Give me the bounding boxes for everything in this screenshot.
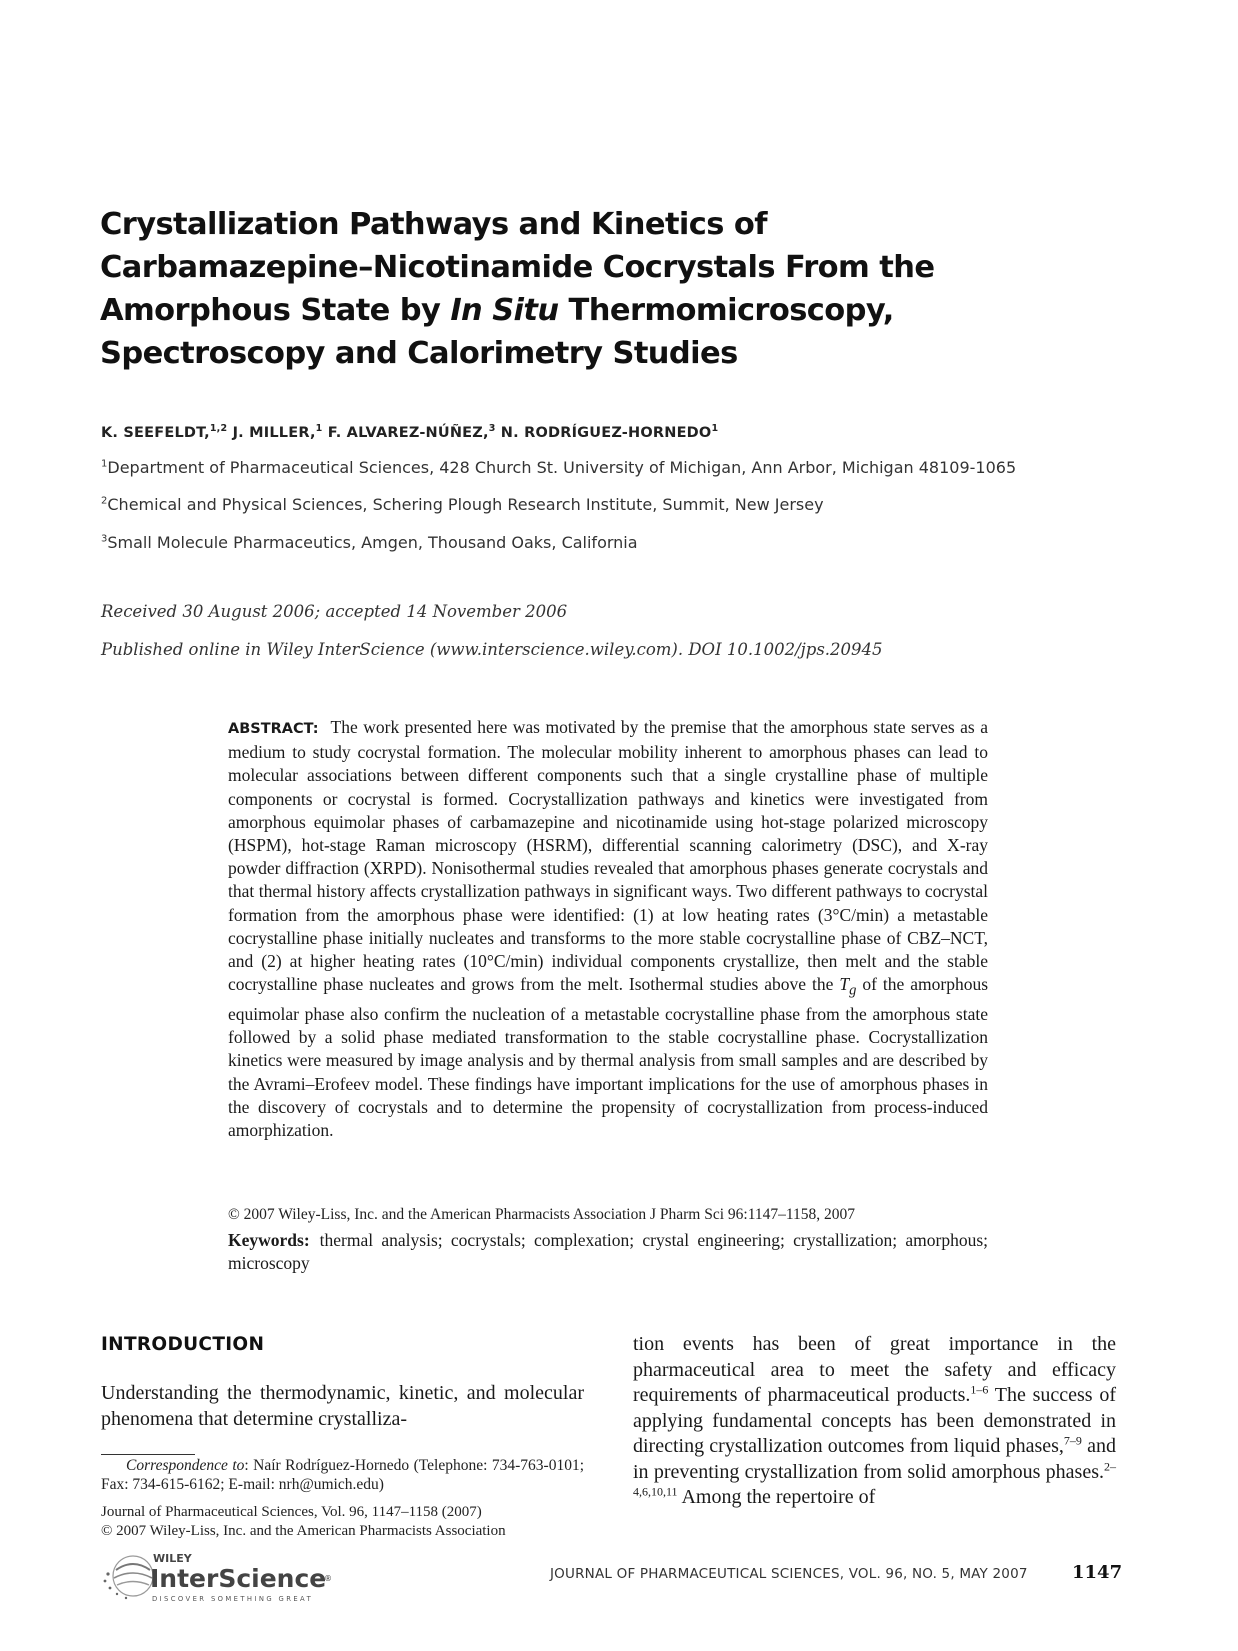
author: K. SEEFELDT,$^{1,2}$ (101, 423, 228, 441)
title-line: Amorphous State by In Situ Thermomicroscopy, (100, 293, 894, 328)
author: F. ALVAREZ-NÚÑEZ,$^3$ (327, 423, 496, 441)
logo-registered-mark: ® (324, 1574, 332, 1583)
author-list (101, 423, 718, 441)
affiliation: $^1$Department of Pharmaceutical Sciences, 428 Church St. University of Michigan, Ann Arbor, Michigan 48109-1065 (101, 458, 1017, 477)
keywords-label: Keywords: (228, 1230, 310, 1250)
footnote-divider (101, 1454, 195, 1455)
correspondence-footnote: Correspondence to: Naír Rodríguez-Hornedo (Telephone: 734-763-0101; Fax: 734-615-6162; E-mail: nrh@umich.edu) (101, 1457, 584, 1493)
author: J. MILLER,$^1$ (232, 423, 323, 441)
title-line: Carbamazepine–Nicotinamide Cocrystals From the (100, 250, 935, 285)
author: N. RODRÍGUEZ-HORNEDO$^1$ (500, 423, 719, 441)
logo-wiley-text: WILEY (153, 1552, 192, 1565)
journal-reference: Journal of Pharmaceutical Sciences, Vol. 96, 1147–1158 (2007) © 2007 Wiley-Liss, Inc. and the American Pharmacists Association (101, 1504, 506, 1539)
globe-swirl-icon (104, 1556, 153, 1599)
title-line: Crystallization Pathways and Kinetics of (100, 207, 767, 242)
wiley-interscience-logo (100, 1548, 340, 1606)
body-text-column-right: tion events has been of great importance in the pharmaceutical area to meet the safety and efficacy requirements of pharmaceutical products.$^{1-6}$ The success of applying fundamental concepts has been demonstrated in directing crystallization outcomes from liquid phases,$^{7-9}$ and in preventing crystallization from solid amorphous phases.$^{2-4,6,10,11}$ Among the repertoire of (633, 1333, 1116, 1508)
affiliation: $^3$Small Molecule Pharmaceutics, Amgen, Thousand Oaks, California (101, 533, 638, 552)
affiliation: $^2$Chemical and Physical Sciences, Schering Plough Research Institute, Summit, New Jersey (101, 495, 824, 514)
abstract: ABSTRACT: The work presented here was motivated by the premise that the amorphous state serves as a medium to study cocrystal formation. The molecular mobility inherent to amorphous phases can lead to molecular associations between different components such that a single crystalline phase of multiple components or cocrystal is formed. Cocrystallization pathways and kinetics were investigated from amorphous equimolar phases of carbamazepine and nicotinamide using hot-stage polarized microscopy (HSPM), hot-stage Raman microscopy (HSRM), differential scanning calorimetry (DSC), and X-ray powder diffraction (XRPD). Nonisothermal studies revealed that amorphous phases generate cocrystals and that thermal history affects crystallization pathways in significant ways. Two different pathways to cocrystal formation from the amorphous phase were identified: (1) at low heating rates (3°C/min) a metastable cocrystalline phase initially nucleates and transforms to the more stable cocrystalline phase of CBZ–NCT, and (2) at higher heating rates (10°C/min) individual components crystallize, then melt and the stable cocrystalline phase nucleates and grows from the melt. Isothermal studies above the $T_g$ of the amorphous equimolar phase also confirm the nucleation of a metastable cocrystalline phase from the amorphous state followed by a solid phase mediated transformation to the stable cocrystalline phase. Cocrystallization kinetics were measured by image analysis and by thermal analysis from small samples and are described by the Avrami–Erofeev model. These findings have important implications for the use of amorphous phases in the discovery of cocrystals and to determine the propensity of cocrystallization from process-induced amorphization. (228, 717, 988, 1140)
body-text-column-left: Understanding the thermodynamic, kinetic, and molecular phenomena that determine crystalliza- (101, 1382, 584, 1430)
page-number: 1147 (1072, 1562, 1123, 1583)
title-line: Spectroscopy and Calorimetry Studies (100, 336, 738, 371)
received-dates: Received 30 August 2006; accepted 14 November 2006 (101, 602, 568, 621)
section-heading: INTRODUCTION (101, 1334, 265, 1355)
logo-interscience-text: InterScience (150, 1564, 327, 1593)
publication-info: Published online in Wiley InterScience (www.interscience.wiley.com). DOI 10.1002/jps.20945 (101, 640, 883, 659)
article-title (100, 203, 1160, 375)
keywords: Keywords: thermal analysis; cocrystals; complexation; crystal engineering; crystallization; amorphous; microscopy (228, 1230, 988, 1273)
abstract-label: ABSTRACT: (228, 721, 319, 737)
running-footer-journal: JOURNAL OF PHARMACEUTICAL SCIENCES, VOL. 96, NO. 5, MAY 2007 (550, 1566, 1028, 1582)
copyright-line: © 2007 Wiley-Liss, Inc. and the American Pharmacists Association J Pharm Sci 96:1147–1158, 2007 (228, 1206, 856, 1223)
logo-tagline: DISCOVER SOMETHING GREAT (152, 1595, 314, 1603)
